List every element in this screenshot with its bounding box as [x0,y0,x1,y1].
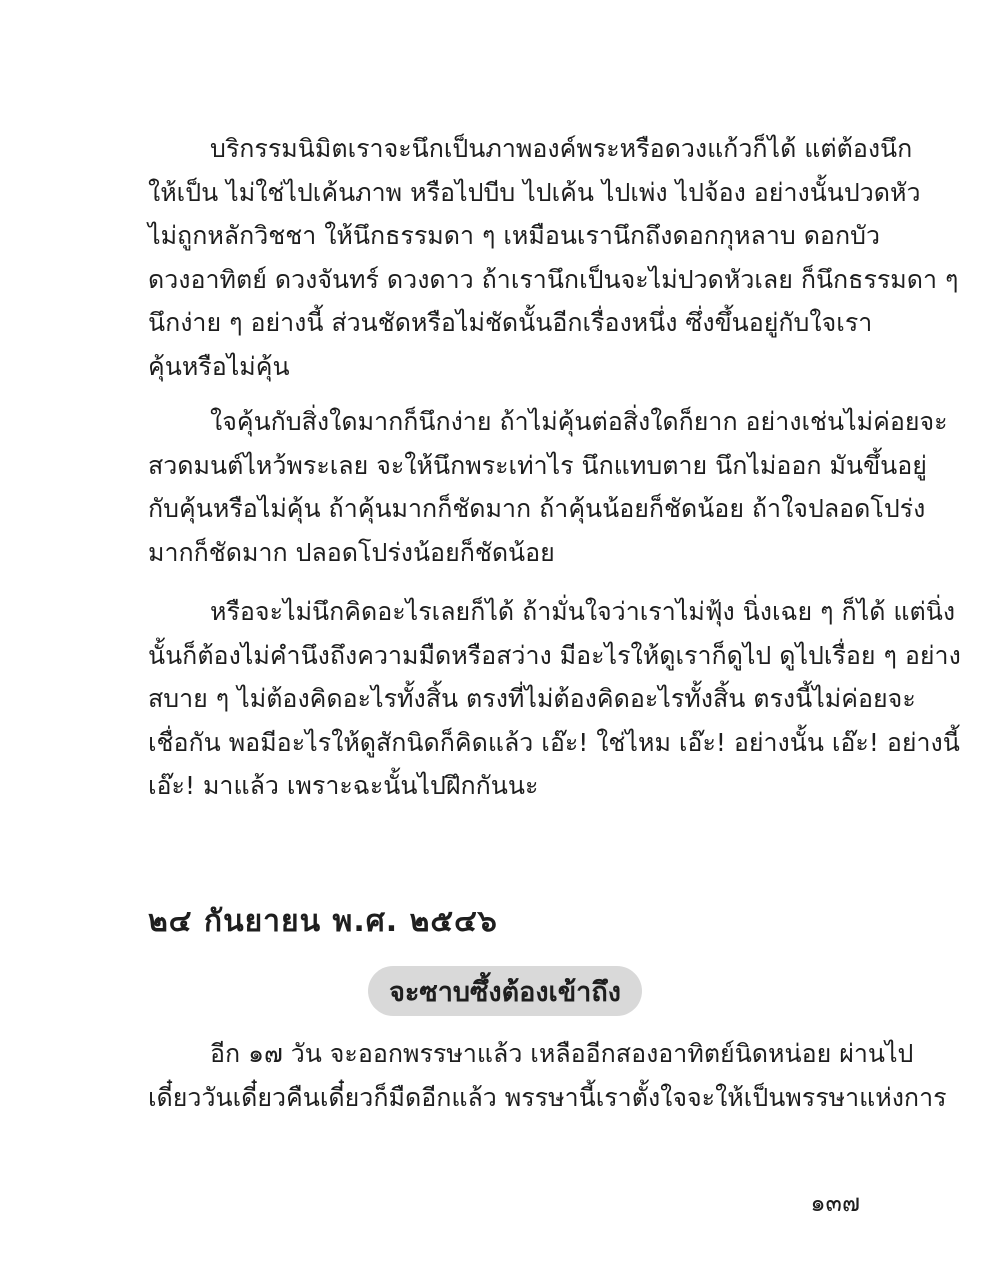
paragraph-line: นึกง่าย ๆ อย่างนี้ ส่วนชัดหรือไม่ชัดนั้นอีกเรื่องหนึ่ง ซึ่งขึ้นอยู่กับใจเรา [148,308,873,337]
paragraph-line: หรือจะไม่นึกคิดอะไรเลยก็ได้ ถ้ามั่นใจว่าเราไม่ฟุ้ง นิ่งเฉย ๆ ก็ได้ แต่นิ่ง [210,597,956,626]
paragraph-line: นั้นก็ต้องไม่คำนึงถึงความมืดหรือสว่าง มีอะไรให้ดูเราก็ดูไป ดูไปเรื่อย ๆ อย่าง [148,640,961,670]
paragraph-line: เอ๊ะ! มาแล้ว เพราะฉะนั้นไปฝึกกันนะ [148,771,539,800]
date-heading: ๒๔ กันยายน พ.ศ. ๒๕๔๖ [148,904,498,939]
paragraph-line: สบาย ๆ ไม่ต้องคิดอะไรทั้งสิ้น ตรงที่ไม่ต้องคิดอะไรทั้งสิ้น ตรงนี้ไม่ค่อยจะ [148,684,916,713]
paragraph-line: อีก ๑๗ วัน จะออกพรรษาแล้ว เหลืออีกสองอาทิตย์นิดหน่อย ผ่านไป [210,1039,914,1068]
paragraph-3 [148,590,961,808]
paragraph-line: กับคุ้นหรือไม่คุ้น ถ้าคุ้นมากก็ชัดมาก ถ้าคุ้นน้อยก็ชัดน้อย ถ้าใจปลอดโปร่ง [148,494,926,523]
page-number: ๑๓๗ [810,1189,860,1217]
paragraph-line: คุ้นหรือไม่คุ้น [148,351,290,381]
paragraph-4 [148,1032,947,1119]
paragraph-2 [148,400,948,574]
section-title-pill: จะซาบซึ้งต้องเข้าถึง [368,966,642,1016]
paragraph-line: มากก็ชัดมาก ปลอดโปร่งน้อยก็ชัดน้อย [148,537,555,567]
paragraph-line: สวดมนต์ไหว้พระเลย จะให้นึกพระเท่าไร นึกแทบตาย นึกไม่ออก มันขึ้นอยู่ [148,450,927,480]
paragraph-line: เดี๋ยววันเดี๋ยวคืนเดี๋ยวก็มืดอีกแล้ว พรรษานี้เราตั้งใจจะให้เป็นพรรษาแห่งการ [148,1082,947,1112]
paragraph-1 [148,127,959,388]
paragraph-line: ให้เป็น ไม่ใช่ไปเค้นภาพ หรือไปบีบ ไปเค้น ไปเพ่ง ไปจ้อง อย่างนั้นปวดหัว [148,177,921,207]
paragraph-line: ใจคุ้นกับสิ่งใดมากก็นึกง่าย ถ้าไม่คุ้นต่อสิ่งใดก็ยาก อย่างเช่นไม่ค่อยจะ [210,407,948,436]
paragraph-line: ดวงอาทิตย์ ดวงจันทร์ ดวงดาว ถ้าเรานึกเป็นจะไม่ปวดหัวเลย ก็นึกธรรมดา ๆ [148,264,959,294]
paragraph-line: บริกรรมนิมิตเราจะนึกเป็นภาพองค์พระหรือดวงแก้วก็ได้ แต่ต้องนึก [210,134,913,163]
paragraph-line: ไม่ถูกหลักวิชชา ให้นึกธรรมดา ๆ เหมือนเรานึกถึงดอกกุหลาบ ดอกบัว [148,221,880,250]
paragraph-line: เชื่อกัน พอมีอะไรให้ดูสักนิดก็คิดแล้ว เอ๊ะ! ใช่ไหม เอ๊ะ! อย่างนั้น เอ๊ะ! อย่างนี้ [148,727,960,757]
